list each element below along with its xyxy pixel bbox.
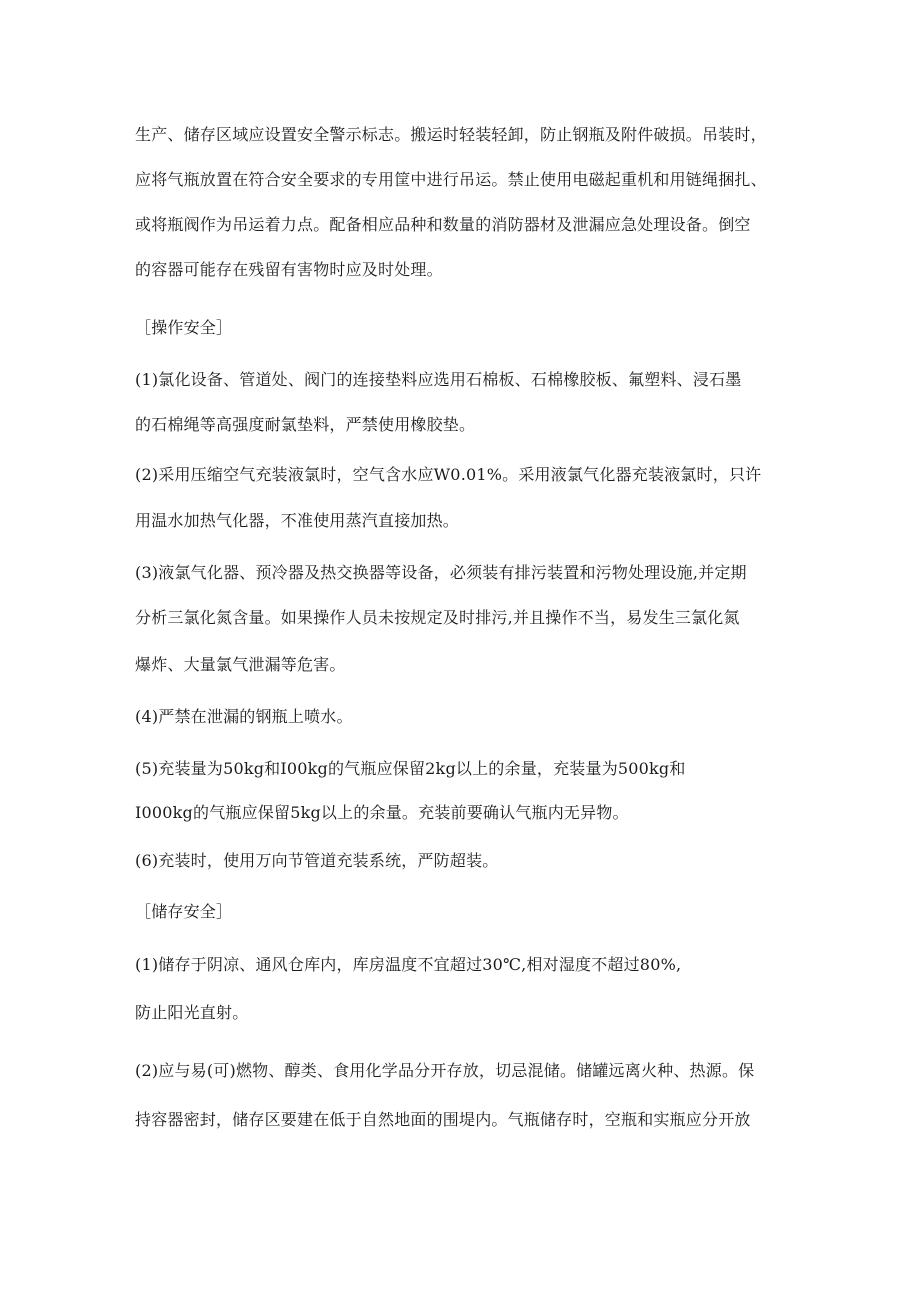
section-heading-storage-safety: ［储存安全］ <box>135 902 233 921</box>
text-line: 持容器密封，储存区要建在低于自然地面的围堤内。气瓶储存时，空瓶和实瓶应分开放 <box>135 1110 751 1129</box>
text-line: 分析三氯化氮含量。如果操作人员未按规定及时排污,并且操作不当，易发生三氯化氮 <box>135 608 740 627</box>
section-heading-operation-safety: ［操作安全］ <box>135 318 233 337</box>
text-line: (3)液氯气化器、预冷器及热交换器等设备，必须装有排污装置和污物处理设施,并定期 <box>135 563 747 582</box>
text-line: (6)充装时，使用万向节管道充装系统，严防超装。 <box>135 851 499 870</box>
text-line: 爆炸、大量氯气泄漏等危害。 <box>135 655 346 674</box>
text-line: 应将气瓶放置在符合安全要求的专用筐中进行吊运。禁止使用电磁起重机和用链绳捆扎、 <box>135 170 767 189</box>
text-line: 用温水加热气化器，不准使用蒸汽直接加热。 <box>135 511 460 530</box>
text-line: (2)采用压缩空气充装液氯时，空气含水应W0.01%。采用液氯气化器充装液氯时，只许 <box>135 465 762 484</box>
text-line: (4)严禁在泄漏的钢瓶上喷水。 <box>135 707 353 726</box>
text-line: (1)氯化设备、管道处、阀门的连接垫料应选用石棉板、石棉橡胶板、氟塑料、浸石墨 <box>135 370 742 389</box>
text-line: 的石棉绳等高强度耐氯垫料，严禁使用橡胶垫。 <box>135 415 476 434</box>
text-line: 的容器可能存在残留有害物时应及时处理。 <box>135 260 443 279</box>
text-line: I000kg的气瓶应保留5kg以上的余量。充装前要确认气瓶内无异物。 <box>135 803 629 822</box>
text-line: (5)充装量为50kg和I00kg的气瓶应保留2kg以上的余量，充装量为500kg和 <box>135 759 686 778</box>
text-line: (1)储存于阴凉、通风仓库内，库房温度不宜超过30℃,相对湿度不超过80%, <box>135 955 682 974</box>
text-line: 防止阳光直射。 <box>135 1003 249 1022</box>
text-line: 生产、储存区域应设置安全警示标志。搬运时轻装轻卸，防止钢瓶及附件破损。吊装时， <box>135 125 767 144</box>
text-line: (2)应与易(可)燃物、醇类、食用化学品分开存放，切忌混储。储罐远离火种、热源。保 <box>135 1061 755 1080</box>
text-line: 或将瓶阀作为吊运着力点。配备相应品种和数量的消防器材及泄漏应急处理设备。倒空 <box>135 215 751 234</box>
